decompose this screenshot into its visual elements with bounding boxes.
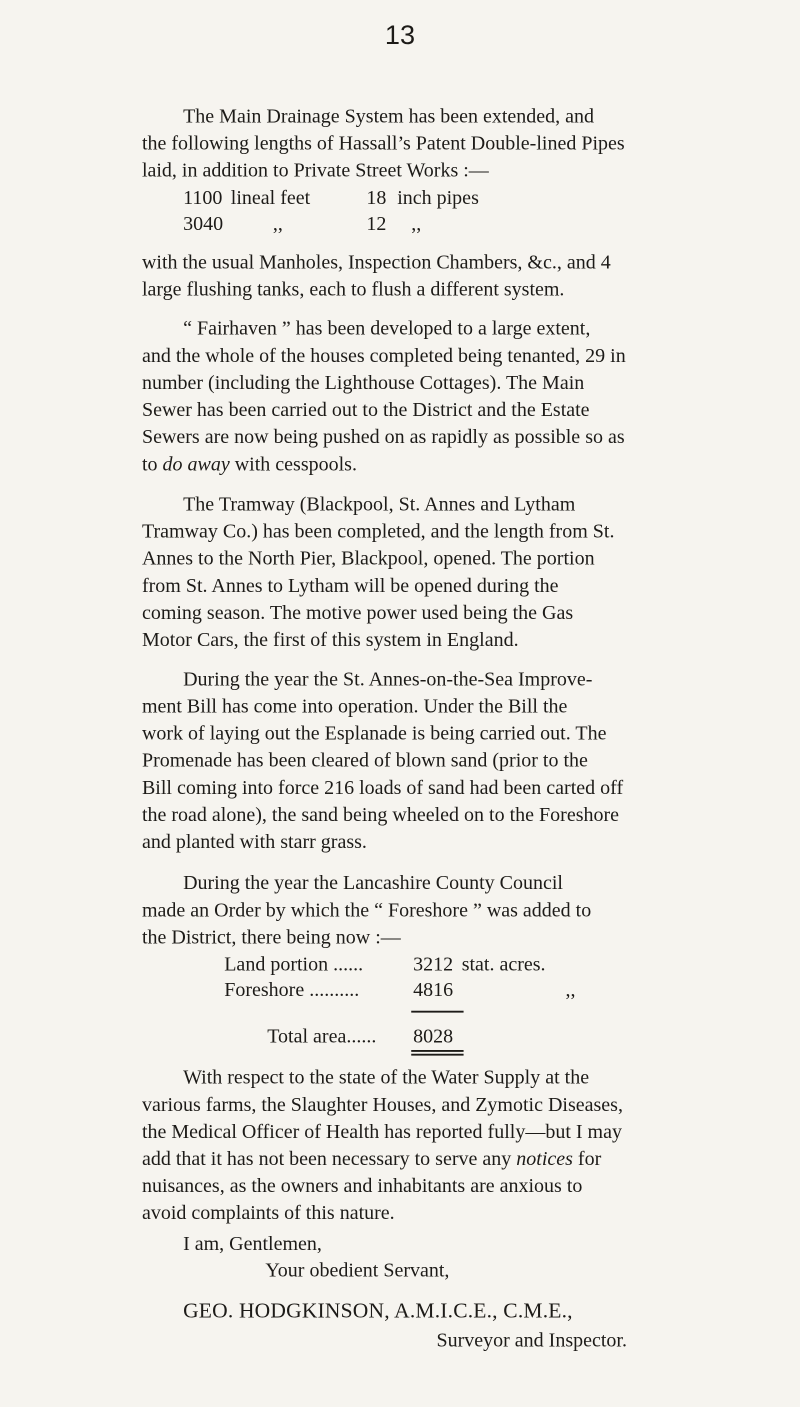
text-line: laid, in addition to Private Street Works :— (141, 158, 489, 182)
text-line: With respect to the state of the Water Supply at the (183, 1065, 590, 1089)
text-line: The Main Drainage System has been extended, and (183, 104, 595, 128)
text-line: with the usual Manholes, Inspection Chambers, &c., and 4 (141, 250, 611, 274)
text-line: work of laying out the Esplanade is being carried out. The (141, 721, 607, 745)
signature-title: Surveyor and Inspector. (436, 1328, 627, 1352)
text-line: Sewer has been carried out to the District and the Estate (141, 398, 590, 421)
sum-rule (411, 1011, 463, 1012)
text-line: the road alone), the sand being wheeled on to the Foreshore (141, 803, 620, 826)
text-line: coming season. The motive power used being the Gas (141, 601, 574, 624)
text-line: Sewers are now being pushed on as rapidly as possible so as (141, 425, 625, 448)
signature-name: GEO. HODGKINSON, A.M.I.C.E., C.M.E., (183, 1298, 573, 1323)
text-line: nuisances, as the owners and inhabitants are anxious to (141, 1174, 583, 1197)
text-line: During the year the Lancashire County Council (183, 871, 563, 894)
text-line: Annes to the North Pier, Blackpool, opened. The portion (141, 546, 595, 570)
total-rule-bottom (411, 1054, 463, 1055)
closing-servant: Your obedient Servant, (265, 1258, 450, 1281)
text-line: During the year the St. Annes-on-the-Sea Improve- (183, 667, 593, 691)
text-line: to do away with cesspools. (141, 452, 357, 475)
text-line: the Medical Officer of Health has reported fully—but I may (141, 1120, 622, 1143)
text-line: avoid complaints of this nature. (141, 1201, 395, 1224)
text-line: the District, there being now :— (141, 925, 401, 949)
text-line: The Tramway (Blackpool, St. Annes and Lytham (183, 492, 576, 516)
text-line: Promenade has been cleared of blown sand (prior to the (141, 748, 588, 772)
text-line: the following lengths of Hassall’s Patent Double-lined Pipes (141, 131, 625, 155)
text-line: various farms, the Slaughter Houses, and Zymotic Diseases, (141, 1093, 623, 1116)
text-line: Motor Cars, the first of this system in England. (141, 628, 519, 651)
emphasis-notices: notices (516, 1147, 573, 1170)
text-line: add that it has not been necessary to serve any notices for (141, 1147, 602, 1170)
text-line: made an Order by which the “ Foreshore ” was added to (141, 898, 592, 921)
page-number: 13 (384, 20, 416, 51)
text-line: Tramway Co.) has been completed, and the length from St. (141, 519, 615, 543)
document-page: 13 The Main Drainage System has been extended, and the following lengths of Hassall’s Patent Double-lined Pipes laid, in addition to Private Street Works :— 1100 lineal feet 18 inch pipes 3040 ,, 12 ,, with the usual Manholes, Inspection Chambers, &c., and 4 large flushing tanks, each to flush a different system. “ Fairhaven ” has been developed to a large extent, and the whole of the houses completed being tenanted, 29 in number (including the Lighthouse Cottages). The Main Sewer has been carried out to the District and the Estate Sewers are now being pushed on as rapidly as possible so as to do away with cesspools. The Tramway (Blackpool, St. Annes and Lytham Tramway Co.) has been completed, and the length from St. Annes to the North Pier, Blackpool, opened. The portion from St. Annes to Lytham will be opened during the coming season. The motive power used being the Gas Motor Cars, the first of this system in England. During the year the St. Annes-on-the-Sea Improve- ment Bill has come into operation. Under the Bill the work of laying out the Esplanade is being carried out. The Promenade has been cleared of blown sand (prior to the Bill coming into force 216 loads of sand had been carted off the road alone), the sand being wheeled on to the Foreshore and planted with starr grass. During the year the Lancashire County Council made an Order by which the “ Foreshore ” was added to the District, there being now :— Land portion ...... 3212 stat. acres. Foreshore .......... 4816 ,, Total area...... 8028 With respect to the state of the Water Supply at the various farms, the Slaughter Houses, and Zymotic Diseases, the Medical Officer of Health has reported fully—but I may add that it has not been necessary to serve any notices for nuisances, as the owners and inhabitants are anxious to avoid complaints of this nature. I am, Gentlemen, Your obedient Servant, (26, 0, 774, 1316)
text-line: “ Fairhaven ” has been developed to a large extent, (183, 316, 591, 340)
total-rule-top (411, 1050, 463, 1051)
text-line: Bill coming into force 216 loads of sand had been carted off (141, 776, 624, 799)
closing-salutation: I am, Gentlemen, (183, 1232, 322, 1255)
text-line: and planted with starr grass. (141, 830, 367, 853)
text-line: number (including the Lighthouse Cottages). The Main (141, 371, 585, 394)
text-line: large flushing tanks, each to flush a different system. (141, 277, 565, 301)
text-line: from St. Annes to Lytham will be opened during the (141, 574, 559, 597)
text-line: and the whole of the houses completed being tenanted, 29 in (141, 344, 626, 367)
text-line: ment Bill has come into operation. Under the Bill the (141, 694, 568, 718)
